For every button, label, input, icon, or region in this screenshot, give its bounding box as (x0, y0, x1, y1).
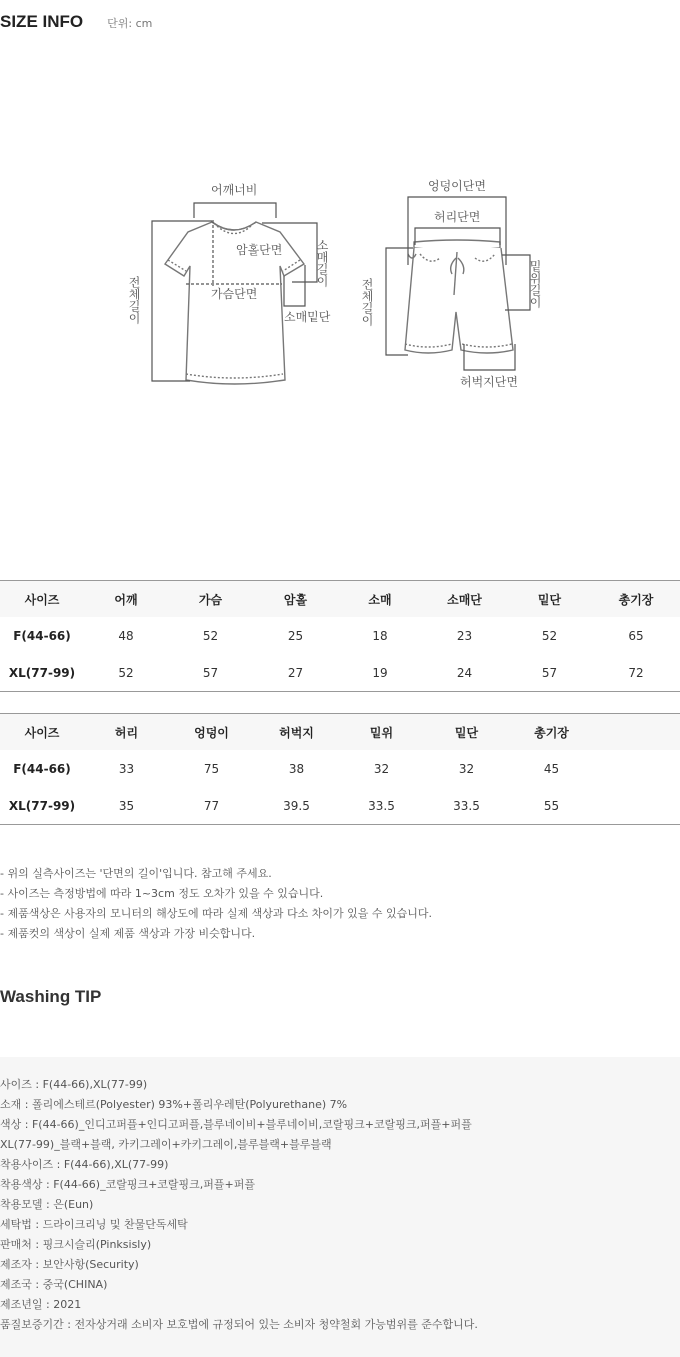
value-cell (594, 787, 680, 825)
value-cell: 72 (628, 665, 644, 680)
info-line: 제조국 : 중국(CHINA) (0, 1278, 108, 1291)
table-header-row (0, 714, 680, 751)
info-line: 색상 : F(44-66)_인디고퍼플+인디고퍼플,블루네이비+블루네이비,코랄핑크+코랄핑크,퍼플+퍼플 (0, 1118, 472, 1131)
table-row (0, 787, 680, 825)
table-row (0, 617, 680, 654)
value-cell: 52 (202, 628, 219, 643)
info-line: 사이즈 : F(44-66),XL(77-99) (0, 1078, 148, 1091)
note-line: - 사이즈는 측정방법에 따라 1~3cm 정도 오차가 있을 수 있습니다. (0, 887, 324, 900)
col-header: 어깨 (84, 581, 168, 618)
value-cell: 19 (372, 665, 388, 680)
size-notes (0, 864, 432, 944)
col-header: 총기장 (592, 581, 680, 618)
label-chest: 가슴단면 (211, 287, 258, 301)
shorts-illustration (405, 240, 513, 353)
info-line: 품질보증기간 : 전자상거래 소비자 보호법에 규정되어 있는 소비자 청약철회 가능범위를 준수합니다. (0, 1318, 478, 1331)
col-header: 가슴 (168, 581, 253, 618)
bottom-size-table (0, 713, 680, 825)
value-cell: 55 (543, 798, 560, 813)
value-cell: 32 (373, 761, 390, 776)
value-cell: 48 (118, 628, 134, 643)
size-info-title: SIZE INFO (0, 12, 84, 31)
label-armhole: 암홀단면 (236, 243, 283, 257)
label-rise: 밑위길이 (528, 260, 542, 308)
info-line: XL(77-99)_블랙+블랙, 카키그레이+카키그레이,블루블랙+블루블랙 (0, 1138, 332, 1151)
note-line: - 제품색상은 사용자의 모니터의 해상도에 따라 실제 색상과 다소 차이가 있을 수 있습니다. (0, 907, 432, 920)
value-cell: 35 (118, 798, 135, 813)
info-line: 착용모델 : 은(Eun) (0, 1198, 94, 1211)
label-hip: 엉덩이단면 (428, 179, 486, 193)
label-sleeve-hem: 소매밑단 (284, 310, 331, 324)
size-cell: XL(77-99) (8, 665, 76, 680)
info-line: 세탁법 : 드라이크리닝 및 찬물단독세탁 (0, 1218, 188, 1231)
info-line: 제조년일 : 2021 (0, 1298, 82, 1311)
col-header: 사이즈 (0, 714, 84, 751)
col-header: 암홀 (253, 581, 338, 618)
info-line: 소재 : 폴리에스테르(Polyester) 93%+폴리우레탄(Polyurethane) 7% (0, 1098, 348, 1111)
label-shoulder: 어깨너비 (211, 183, 258, 197)
col-header: 총기장 (509, 714, 594, 751)
value-cell: 33 (118, 761, 135, 776)
value-cell: 18 (372, 628, 388, 643)
size-cell: F(44-66) (13, 761, 71, 776)
table-row (0, 654, 680, 692)
info-line: 착용사이즈 : F(44-66),XL(77-99) (0, 1158, 169, 1171)
value-cell: 33.5 (368, 798, 395, 813)
table-header-row (0, 581, 680, 618)
label-waist: 허리단면 (434, 210, 481, 224)
info-line: 판매처 : 핑크시슬리(Pinksisly) (0, 1238, 152, 1251)
note-line: - 제품컷의 색상이 실제 제품 색상과 가장 비슷합니다. (0, 927, 256, 940)
tshirt-illustration (165, 222, 304, 384)
size-cell: XL(77-99) (8, 798, 76, 813)
col-header: 사이즈 (0, 581, 84, 618)
washing-tip-title: Washing TIP (0, 987, 102, 1006)
col-header: 밑단 (424, 714, 509, 751)
value-cell: 77 (203, 798, 220, 813)
label-total-length-top: 전체길이 (127, 276, 141, 324)
unit-label: 단위: cm (107, 17, 153, 30)
value-cell: 57 (541, 665, 558, 680)
value-cell: 25 (287, 628, 304, 643)
size-diagram (0, 170, 680, 400)
value-cell: 52 (541, 628, 558, 643)
table-row (0, 750, 680, 787)
col-header: 허리 (84, 714, 169, 751)
value-cell (594, 750, 680, 787)
top-size-table (0, 580, 680, 692)
col-header (594, 714, 680, 751)
note-line: - 위의 실측사이즈는 '단면의 길이'입니다. 참고해 주세요. (0, 867, 272, 880)
value-cell: 57 (202, 665, 219, 680)
info-line: 제조자 : 보안사항(Security) (0, 1258, 139, 1271)
size-cell: F(44-66) (13, 628, 71, 643)
col-header: 허벅지 (254, 714, 339, 751)
col-header: 밑위 (339, 714, 424, 751)
product-info-box (0, 1057, 680, 1357)
value-cell: 23 (456, 628, 473, 643)
value-cell: 52 (118, 665, 134, 680)
value-cell: 75 (203, 761, 220, 776)
col-header: 소매 (338, 581, 422, 618)
label-sleeve-length: 소매길이 (315, 239, 329, 287)
col-header: 밑단 (507, 581, 592, 618)
size-info-header (0, 12, 152, 36)
value-cell: 45 (543, 761, 560, 776)
info-line: 착용색상 : F(44-66)_코랄핑크+코랄핑크,퍼플+퍼플 (0, 1178, 256, 1191)
value-cell: 32 (458, 761, 475, 776)
value-cell: 24 (456, 665, 473, 680)
value-cell: 39.5 (283, 798, 310, 813)
label-thigh: 허벅지단면 (460, 375, 518, 389)
label-total-length-bottom: 전체길이 (360, 278, 374, 326)
value-cell: 38 (288, 761, 305, 776)
value-cell: 27 (287, 665, 304, 680)
col-header: 엉덩이 (169, 714, 254, 751)
col-header: 소매단 (422, 581, 507, 618)
value-cell: 33.5 (453, 798, 480, 813)
value-cell: 65 (628, 628, 644, 643)
